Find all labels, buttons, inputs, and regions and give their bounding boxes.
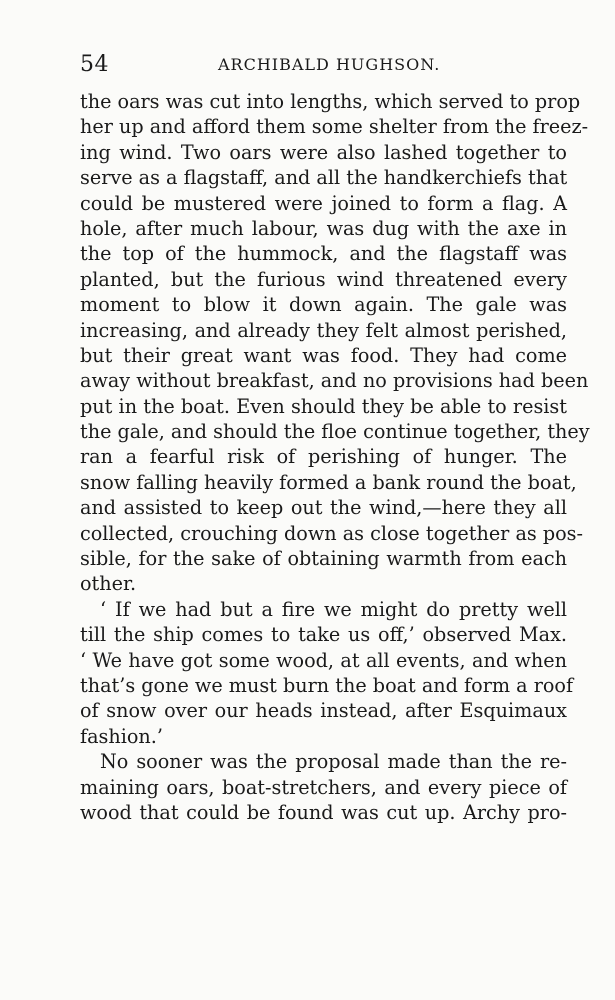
paragraph-1 [80,89,590,597]
text-line: hole, after much labour, was dug with the axe in [80,216,567,240]
text-line: fashion.’ [80,724,163,748]
text-line: the oars was cut into lengths, which served to prop [80,90,581,113]
text-line: ran a fearful risk of perishing of hunger. The [80,445,567,469]
text-line: that’s gone we must burn the boat and form a roof [80,673,574,697]
text-line: her up and afford them some shelter from the freez- [80,115,589,139]
body-text [80,89,590,825]
text-line: serve as a flagstaff, and all the handkerchiefs that [80,166,568,190]
text-line: away without breakfast, and no provisions had been [80,369,589,393]
text-line: sible, for the sake of obtaining warmth from each [80,547,567,571]
text-line: the top of the hummock, and the flagstaff was [80,242,567,266]
text-line: till the ship comes to take us off,’ observed Max. [80,623,567,647]
text-line: could be mustered were joined to form a flag. A [80,191,567,215]
text-line: of snow over our heads instead, after Esquimaux [80,699,567,723]
page-number: 54 [80,52,109,77]
text-line: ‘ We have got some wood, at all events, and when [80,648,567,672]
text-line: planted, but the furious wind threatened every [80,267,567,291]
text-line: put in the boat. Even should they be able to resist [80,394,567,418]
paragraph-2 [80,597,574,749]
text-line: the gale, and should the floe continue together, they [80,420,590,444]
text-line: collected, crouching down as close together as pos- [80,521,584,545]
text-line: other. [80,572,137,596]
text-line: maining oars, boat-stretchers, and every piece of [80,775,567,799]
text-line: snow falling heavily formed a bank round the boat, [80,470,577,494]
running-head [80,52,567,82]
text-line: but their great want was food. They had come [80,343,567,367]
text-line: No sooner was the proposal made than the re- [100,750,567,774]
text-line: and assisted to keep out the wind,—here they all [80,496,567,520]
text-line: moment to blow it down again. The gale was [80,293,567,317]
text-line: ing wind. Two oars were also lashed together to [80,140,567,164]
text-line: ‘ If we had but a fire we might do pretty well [100,597,567,621]
paragraph-3 [80,749,567,825]
text-line: wood that could be found was cut up. Archy pro- [80,800,567,824]
text-line: increasing, and already they felt almost perished, [80,318,567,342]
running-title: ARCHIBALD HUGHSON. [218,55,441,74]
